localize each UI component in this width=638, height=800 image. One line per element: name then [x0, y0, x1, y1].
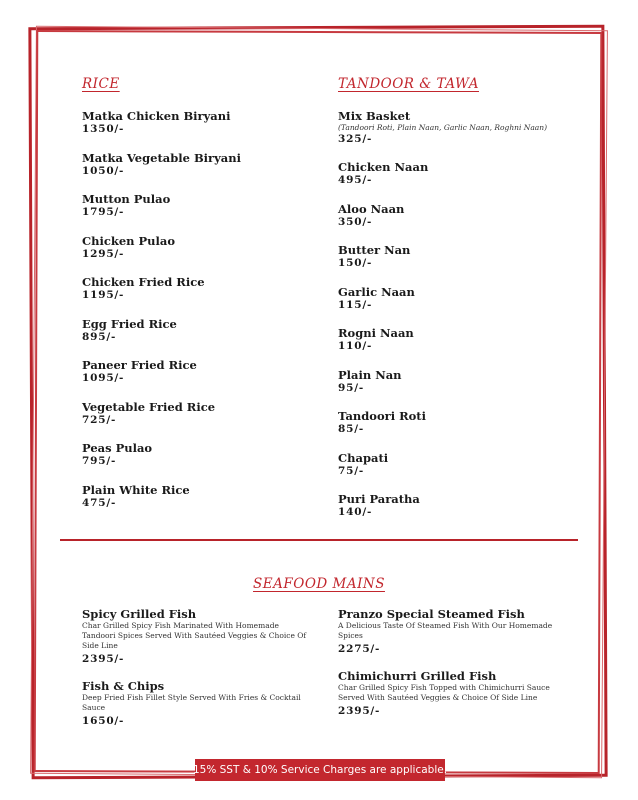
- item-price: 1795/-: [82, 206, 125, 218]
- menu-item: [82, 317, 322, 359]
- item-price: 350/-: [338, 215, 373, 228]
- menu-item: [338, 202, 578, 244]
- item-name: Pranzo Special Steamed Fish: [338, 607, 525, 621]
- item-name: Peas Pulao: [82, 441, 153, 455]
- rice-section: [82, 76, 322, 524]
- item-price: 725/-: [82, 413, 117, 426]
- item-name: Puri Paratha: [338, 492, 420, 506]
- tandoor-section: [338, 76, 578, 534]
- item-name: Chicken Naan: [338, 160, 429, 174]
- menu-item: [338, 109, 578, 160]
- item-name: Aloo Naan: [338, 201, 405, 216]
- item-name: Tandoori Roti: [338, 409, 426, 423]
- menu-item: [338, 368, 578, 410]
- item-description: A Delicious Taste Of Steamed Fish With Our Homemade Spices: [338, 621, 553, 640]
- item-description: (Tandoori Roti, Plain Naan, Garlic Naan, Roghni Naan): [338, 123, 548, 132]
- menu-item: [338, 409, 578, 451]
- menu-item: [338, 243, 578, 285]
- item-name: Butter Nan: [338, 243, 411, 257]
- menu-item: [82, 483, 322, 525]
- item-price: 475/-: [82, 496, 117, 509]
- item-name: Mix Basket: [338, 109, 411, 123]
- menu-item: [338, 160, 578, 202]
- item-price: 325/-: [338, 133, 373, 145]
- item-name: Fish & Chips: [82, 679, 165, 693]
- item-price: 2395/-: [338, 705, 381, 717]
- item-name: Vegetable Fried Rice: [82, 399, 216, 414]
- item-price: 1095/-: [82, 372, 125, 384]
- rice-section-title: RICE: [82, 76, 120, 92]
- menu-item: [338, 669, 568, 718]
- menu-item: [338, 326, 578, 368]
- item-name: Matka Vegetable Biryani: [82, 150, 241, 165]
- item-name: Rogni Naan: [338, 326, 414, 340]
- item-name: Mutton Pulao: [82, 192, 171, 206]
- menu-item: [82, 679, 312, 728]
- menu-item: [338, 607, 563, 656]
- menu-item: [82, 192, 322, 234]
- menu-item: [82, 607, 307, 666]
- item-price: 2275/-: [338, 643, 381, 655]
- item-name: Chicken Fried Rice: [82, 275, 205, 289]
- item-price: 895/-: [82, 330, 117, 343]
- menu-item: [82, 234, 322, 276]
- item-price: 110/-: [338, 340, 373, 352]
- menu-item: [82, 109, 322, 151]
- item-price: 495/-: [338, 174, 373, 186]
- item-price: 1650/-: [82, 715, 125, 727]
- menu-item: [338, 285, 578, 327]
- item-name: Chimichurri Grilled Fish: [338, 669, 497, 683]
- section-divider: [60, 539, 578, 541]
- item-price: 795/-: [82, 455, 117, 467]
- item-price: 140/-: [338, 506, 373, 518]
- item-name: Garlic Naan: [338, 284, 415, 299]
- menu-item: [338, 451, 578, 493]
- menu-item: [82, 275, 322, 317]
- item-price: 85/-: [338, 423, 365, 435]
- menu-item: [82, 441, 322, 483]
- item-description: Char Grilled Spicy Fish Topped with Chimichurri Sauce Served With Sautéed Veggies & Choice Of Side Line: [338, 683, 550, 702]
- service-charge-text: 15% SST & 10% Service Charges are applicable.: [192, 764, 448, 776]
- menu-item: [82, 358, 322, 400]
- item-name: Plain Nan: [338, 367, 402, 382]
- item-description: Char Grilled Spicy Fish Marinated With Homemade Tandoori Spices Served With Sautéed Veggies & Choice Of Side Line: [82, 621, 307, 650]
- item-name: Egg Fried Rice: [82, 316, 177, 331]
- item-price: 75/-: [338, 464, 365, 477]
- item-price: 95/-: [338, 381, 365, 394]
- menu-item: [338, 492, 578, 534]
- item-price: 150/-: [338, 257, 373, 269]
- service-charge-banner: [192, 759, 448, 781]
- item-description: Deep Fried Fish Fillet Style Served With Fries & Cocktail Sauce: [82, 693, 301, 712]
- seafood-section-title: SEAFOOD MAINS: [253, 576, 385, 592]
- item-price: 1050/-: [82, 164, 125, 177]
- item-name: Spicy Grilled Fish: [82, 607, 197, 621]
- item-name: Paneer Fried Rice: [82, 358, 197, 372]
- menu-item: [82, 400, 322, 442]
- tandoor-section-title: TANDOOR & TAWA: [338, 76, 479, 92]
- item-price: 1195/-: [82, 289, 125, 301]
- item-price: 1350/-: [82, 123, 125, 135]
- menu-item: [82, 151, 322, 193]
- item-name: Chapati: [338, 450, 389, 465]
- item-price: 115/-: [338, 298, 373, 311]
- item-name: Plain White Rice: [82, 482, 190, 497]
- item-price: 1295/-: [82, 247, 125, 260]
- item-name: Matka Chicken Biryani: [82, 109, 231, 123]
- item-price: 2395/-: [82, 653, 125, 665]
- item-name: Chicken Pulao: [82, 233, 176, 248]
